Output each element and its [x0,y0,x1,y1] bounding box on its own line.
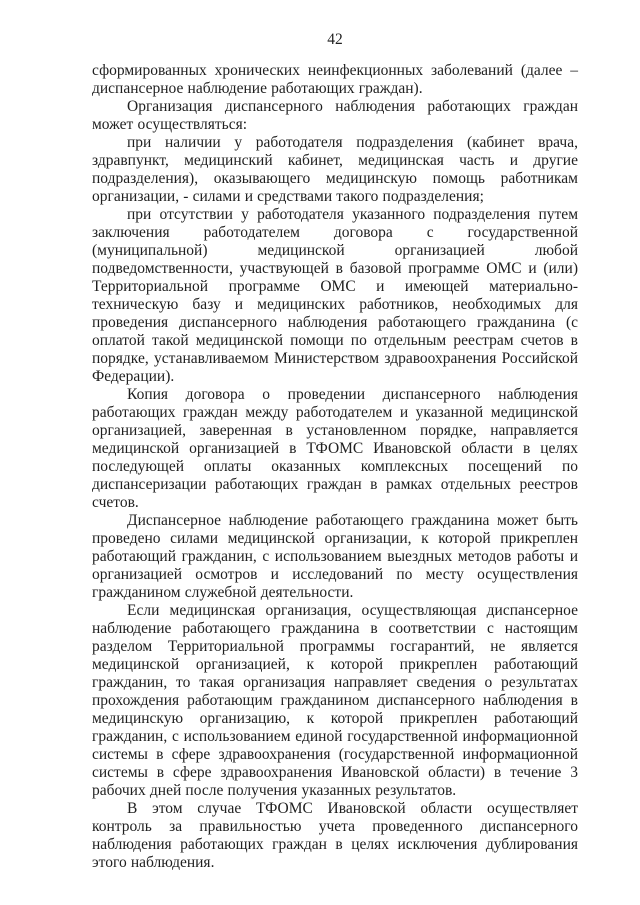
paragraph: Копия договора о проведении диспансерного наблюдения работающих граждан между работодателем и указанной медицинской организацией, заверенная в установленном порядке, направляется медицинской организацией в ТФОМС Ивановской области в целях последующей оплаты оказанных комплексных посещений по диспансеризации работающих граждан в рамках отдельных реестров счетов. [92,386,578,511]
paragraph: Если медицинская организация, осуществляющая диспансерное наблюдение работающего гражданина в соответствии с настоящим разделом Территориальной программы госгарантий, не является медицинской организацией, к которой прикреплен работающий гражданин, то такая организация направляет сведения о результатах прохождения работающим гражданином диспансерного наблюдения в медицинскую организацию, к которой прикреплен работающий гражданин, с использованием единой государственной информационной системы в сфере здравоохранения (государственной информационной системы в сфере здравоохранения Ивановской области) в течение 3 рабочих дней после получения указанных результатов. [92,602,578,799]
paragraph: В этом случае ТФОМС Ивановской области осуществляет контроль за правильностью учета проведенного диспансерного наблюдения работающих граждан в целях исключения дублирования этого наблюдения. [92,800,578,871]
paragraph: при отсутствии у работодателя указанного подразделения путем заключения работодателем договора с государственной (муниципальной) медицинской организацией любой подведомственности, участвующей в базовой программе ОМС и (или) Территориальной программе ОМС и имеющей материально-техническую базу и медицинских работников, необходимых для проведения диспансерного наблюдения работающего гражданина (с оплатой такой медицинской помощи по отдельным реестрам счетов в порядке, устанавливаемом Министерством здравоохранения Российской Федерации). [92,206,578,385]
paragraph: Диспансерное наблюдение работающего гражданина может быть проведено силами медицинской организации, к которой прикреплен работающий гражданин, с использованием выездных методов работы и организацией осмотров и исследований по месту осуществления гражданином служебной деятельности. [92,512,578,601]
document-body [92,62,578,872]
paragraph: сформированных хронических неинфекционных заболеваний (далее – диспансерное наблюдение работающих граждан). [92,62,578,97]
page-number: 42 [327,31,343,48]
paragraph: Организация диспансерного наблюдения работающих граждан может осуществляться: [92,98,578,133]
paragraph: при наличии у работодателя подразделения (кабинет врача, здравпункт, медицинский кабинет, медицинская часть и другие подразделения), оказывающего медицинскую помощь работникам организации, - силами и средствами такого подразделения; [92,134,578,205]
